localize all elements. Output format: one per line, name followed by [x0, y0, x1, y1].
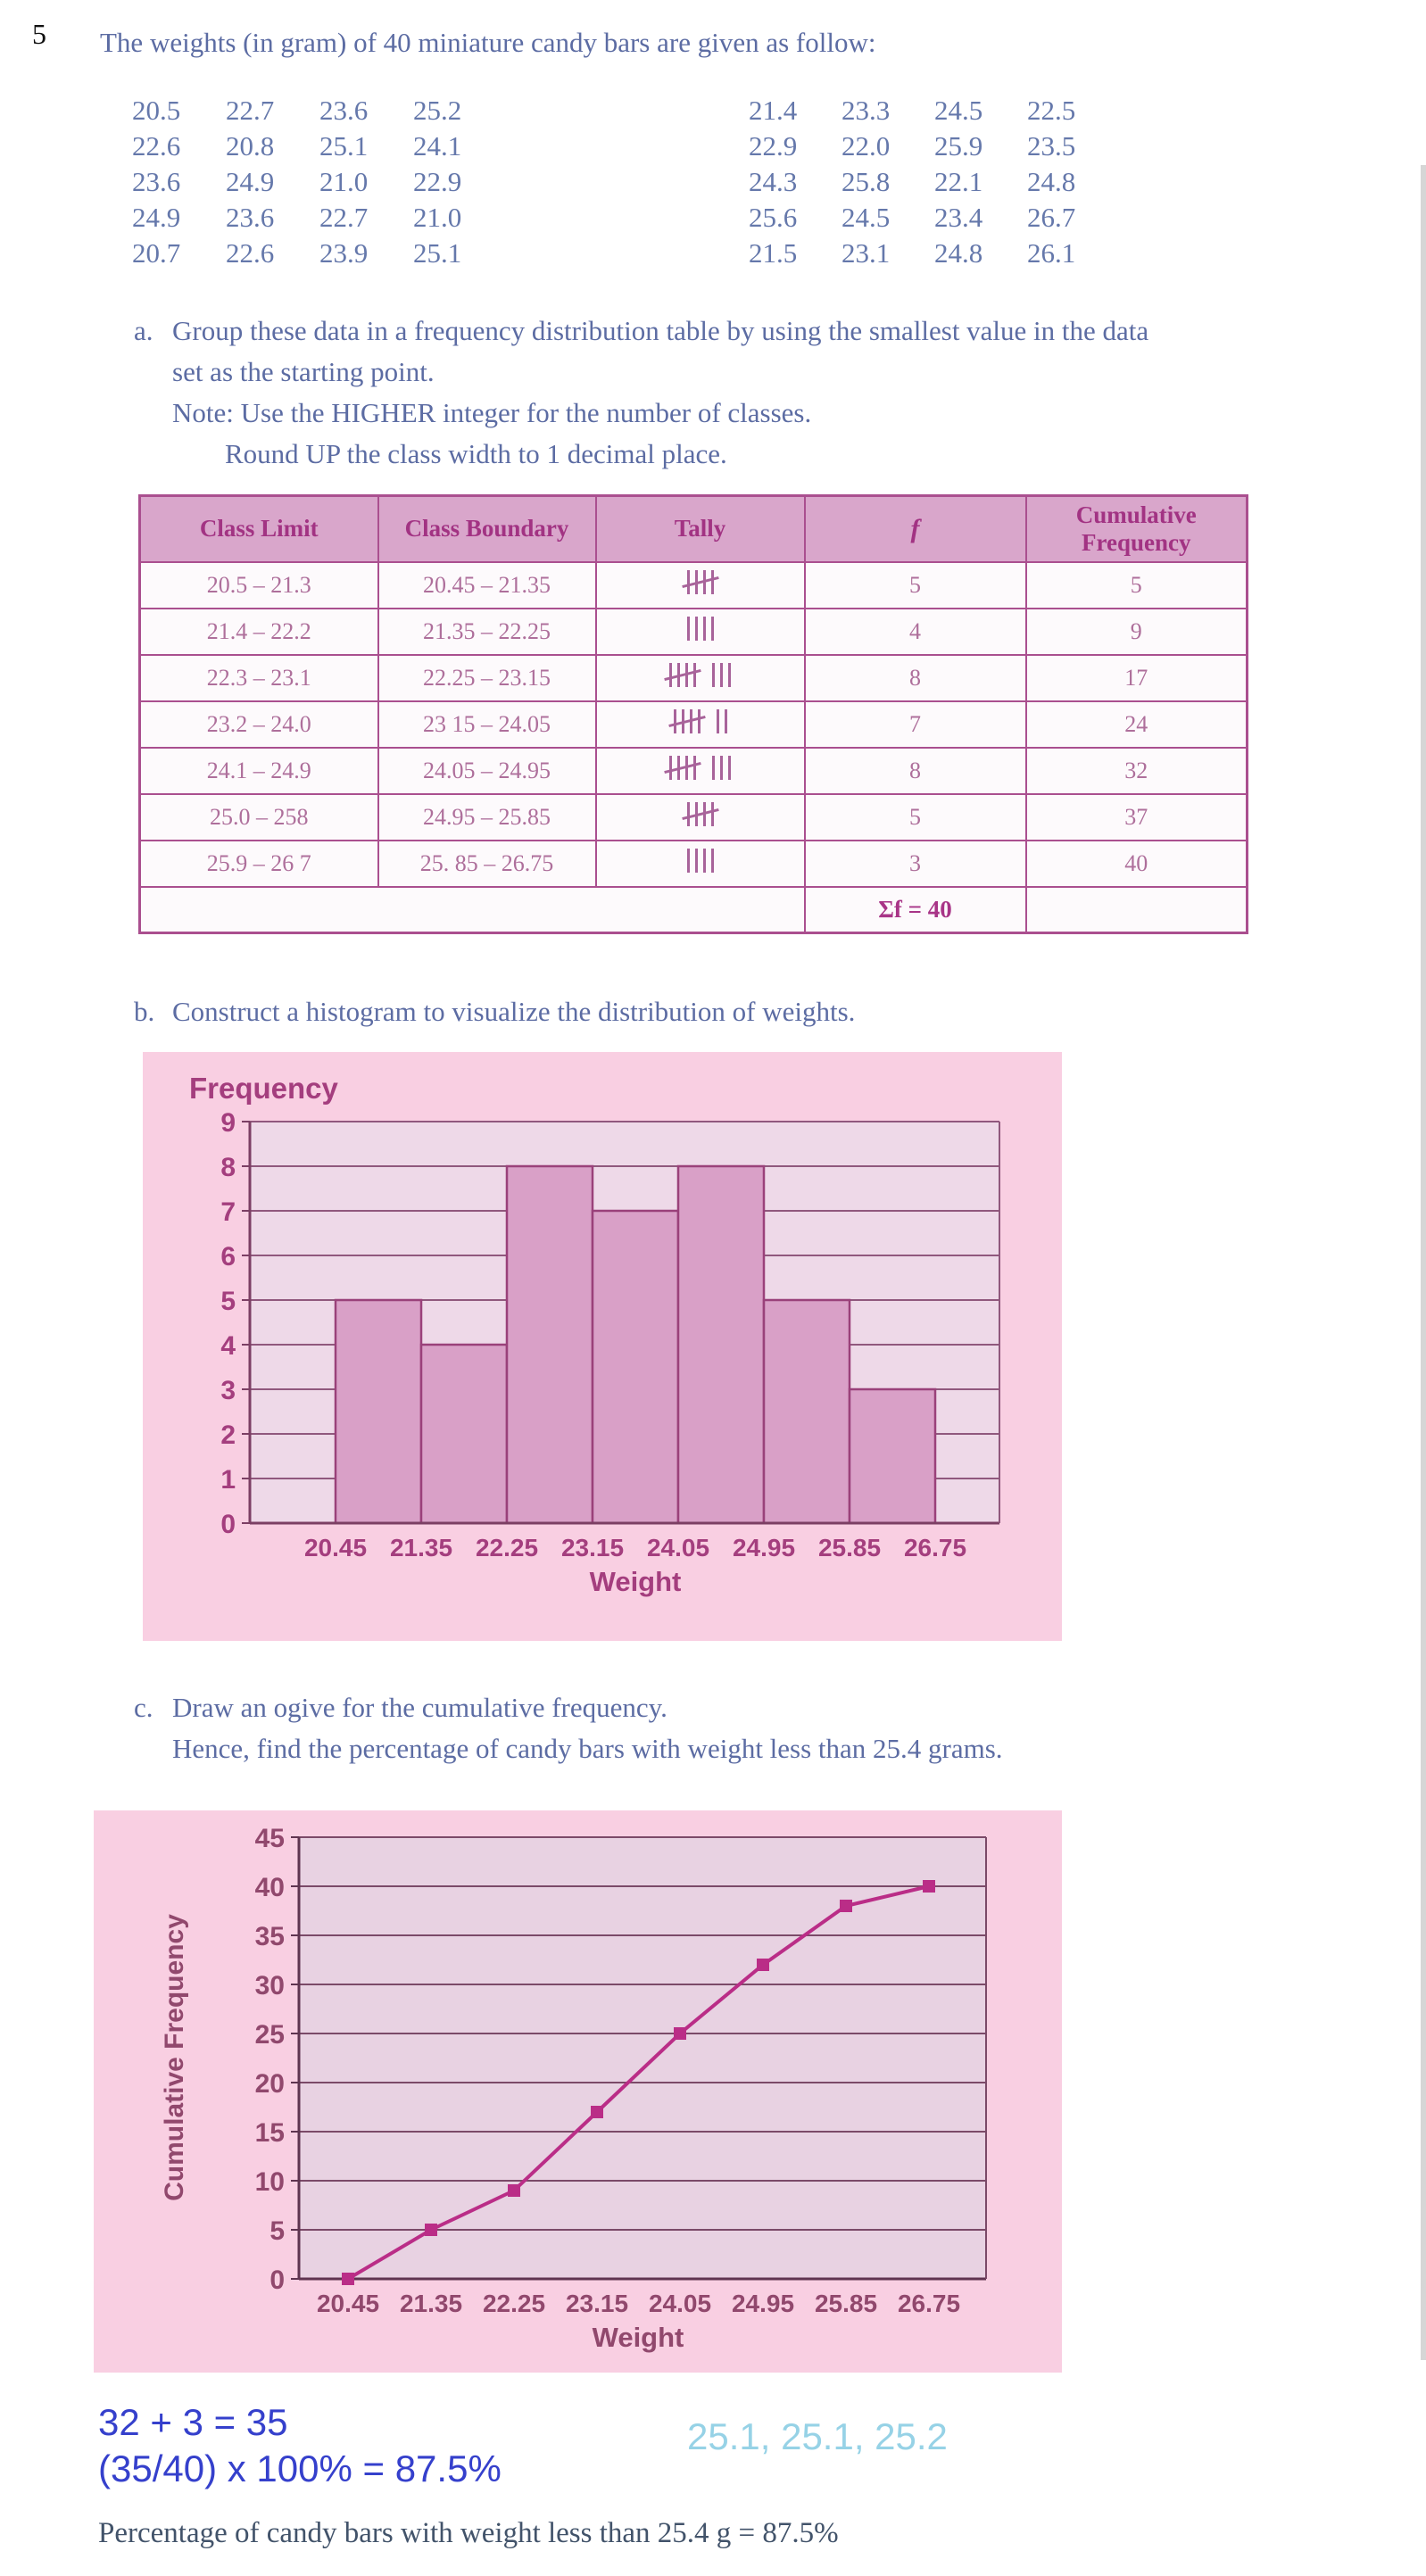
weight-value: 26.1: [1027, 237, 1076, 269]
tally-cell: [596, 794, 805, 841]
table-row: [140, 794, 1248, 841]
weight-value: 22.6: [132, 130, 181, 162]
svg-text:0: 0: [220, 1510, 236, 1539]
weight-value: 25.1: [413, 237, 462, 269]
tally-marks: [679, 849, 722, 873]
class-boundary-cell: 25. 85 – 26.75: [378, 841, 596, 887]
f-cell: 8: [805, 655, 1026, 701]
f-cell: 5: [805, 794, 1026, 841]
svg-text:20.45: 20.45: [316, 2290, 380, 2317]
class-boundary-cell: 22.25 – 23.15: [378, 655, 596, 701]
part-c-label: c.: [134, 1692, 153, 1723]
weight-value: 20.5: [132, 95, 181, 126]
class-limit-cell: 25.9 – 26 7: [140, 841, 378, 887]
weight-value: 23.6: [132, 166, 181, 197]
svg-text:15: 15: [254, 2118, 285, 2148]
weight-value: 24.9: [226, 166, 275, 197]
f-cell: 4: [805, 609, 1026, 655]
svg-text:Cumulative Frequency: Cumulative Frequency: [160, 1914, 189, 2201]
weight-value: 20.7: [132, 237, 181, 269]
part-a-line-1: Group these data in a frequency distribution table by using the smallest value in the data: [172, 315, 1149, 346]
part-a-line-4: Round UP the class width to 1 decimal place.: [225, 438, 727, 469]
col-header-class-limit: Class Limit: [140, 496, 378, 562]
class-limit-cell: 20.5 – 21.3: [140, 562, 378, 609]
part-c: [134, 1687, 1426, 1769]
weight-value: 21.0: [319, 166, 369, 197]
part-b-line-1: Construct a histogram to visualize the distribution of weights.: [172, 996, 856, 1027]
table-footer-row: [140, 887, 1248, 933]
weight-value: 25.6: [749, 202, 798, 233]
answer-work-line-1: 32 + 3 = 35: [98, 2401, 288, 2443]
weight-value: 23.5: [1027, 130, 1076, 162]
tally-cell: [596, 701, 805, 748]
part-a-label: a.: [134, 315, 153, 346]
tally-marks: [661, 756, 739, 780]
weight-value: 21.4: [749, 95, 798, 126]
svg-text:26.75: 26.75: [897, 2290, 961, 2317]
weight-value: 22.9: [413, 166, 462, 197]
table-row: [140, 701, 1248, 748]
weight-value: 25.9: [934, 130, 983, 162]
col-header-cumulative-frequency: Cumulative Frequency: [1026, 496, 1248, 562]
class-boundary-cell: 21.35 – 22.25: [378, 609, 596, 655]
svg-text:0: 0: [269, 2265, 285, 2295]
weight-value: 23.9: [319, 237, 369, 269]
svg-text:5: 5: [269, 2216, 285, 2246]
svg-text:21.35: 21.35: [389, 1534, 453, 1561]
svg-text:24.05: 24.05: [646, 1534, 710, 1561]
weight-value: 24.5: [842, 202, 891, 233]
svg-text:2: 2: [220, 1421, 236, 1450]
part-a-line-2: set as the starting point.: [172, 356, 435, 387]
histogram-panel: [143, 1052, 1062, 1641]
svg-text:20: 20: [254, 2069, 285, 2099]
weight-value: 21.5: [749, 237, 798, 269]
svg-text:24.95: 24.95: [732, 1534, 796, 1561]
svg-text:Frequency: Frequency: [189, 1072, 338, 1105]
svg-text:22.25: 22.25: [475, 1534, 539, 1561]
part-b-label: b.: [134, 996, 155, 1027]
part-a: [134, 311, 1426, 475]
f-cell: 3: [805, 841, 1026, 887]
weight-value: 22.7: [319, 202, 369, 233]
svg-text:25: 25: [254, 2020, 285, 2050]
cf-cell: 37: [1026, 794, 1248, 841]
svg-text:3: 3: [220, 1376, 236, 1405]
class-limit-cell: 21.4 – 22.2: [140, 609, 378, 655]
weight-value: 25.1: [319, 130, 369, 162]
weight-value: 22.0: [842, 130, 891, 162]
class-boundary-cell: 24.95 – 25.85: [378, 794, 596, 841]
tally-cell: [596, 841, 805, 887]
col-header-f: f: [805, 496, 1026, 562]
weight-value: 24.8: [934, 237, 983, 269]
tally-marks: [679, 570, 722, 594]
ogive-svg: [94, 1810, 1062, 2373]
weight-value: 24.3: [749, 166, 798, 197]
class-boundary-cell: 23 15 – 24.05: [378, 701, 596, 748]
page-number: 5: [32, 18, 46, 50]
answer-work-line-2: (35/40) x 100% = 87.5%: [98, 2448, 502, 2489]
weight-value: 22.6: [226, 237, 275, 269]
table-row: [140, 655, 1248, 701]
svg-text:Weight: Weight: [589, 1566, 682, 1597]
table-body: [140, 562, 1248, 933]
weight-value: 23.6: [319, 95, 369, 126]
svg-text:35: 35: [254, 1922, 285, 1951]
svg-text:8: 8: [220, 1153, 236, 1182]
tally-marks: [661, 663, 739, 687]
part-c-line-2: Hence, find the percentage of candy bars with weight less than 25.4 grams.: [172, 1733, 1003, 1764]
table-row: [140, 841, 1248, 887]
cf-cell: 24: [1026, 701, 1248, 748]
table-row: [140, 748, 1248, 794]
weight-value: 25.8: [842, 166, 891, 197]
weight-value: 24.1: [413, 130, 462, 162]
tally-marks: [679, 617, 722, 641]
part-c-line-1: Draw an ogive for the cumulative frequency.: [172, 1692, 667, 1723]
problem-header: [0, 0, 1426, 62]
svg-text:1: 1: [220, 1465, 236, 1495]
weight-value: 24.5: [934, 95, 983, 126]
scan-artifact-edge: [1421, 165, 1426, 2360]
weight-value: 23.3: [842, 95, 891, 126]
part-b: [134, 991, 1426, 1032]
tally-cell: [596, 655, 805, 701]
class-boundary-cell: 20.45 – 21.35: [378, 562, 596, 609]
class-limit-cell: 22.3 – 23.1: [140, 655, 378, 701]
f-cell: 8: [805, 748, 1026, 794]
svg-text:22.25: 22.25: [482, 2290, 546, 2317]
weight-value: 23.4: [934, 202, 983, 233]
handwritten-answers: [98, 2399, 1426, 2492]
sum-f-cell: Σf = 40: [805, 887, 1026, 933]
svg-text:26.75: 26.75: [903, 1534, 967, 1561]
svg-text:7: 7: [220, 1197, 236, 1227]
problem-statement: The weights (in gram) of 40 miniature candy bars are given as follow:: [100, 27, 876, 58]
final-answer-line: Percentage of candy bars with weight less than 25.4 g = 87.5%: [98, 2517, 839, 2549]
tally-marks: [679, 802, 722, 826]
svg-text:23.15: 23.15: [565, 2290, 629, 2317]
svg-text:25.85: 25.85: [814, 2290, 878, 2317]
class-limit-cell: 25.0 – 258: [140, 794, 378, 841]
weights-data-grid: [132, 93, 1426, 271]
table-row: [140, 609, 1248, 655]
cf-cell: 5: [1026, 562, 1248, 609]
svg-text:4: 4: [220, 1331, 236, 1361]
histogram-svg: [143, 1052, 1062, 1641]
footer-empty-cell: [1026, 887, 1248, 933]
tally-cell: [596, 609, 805, 655]
f-cell: 7: [805, 701, 1026, 748]
weight-value: 25.2: [413, 95, 462, 126]
col-header-tally: Tally: [596, 496, 805, 562]
weight-value: 23.1: [842, 237, 891, 269]
svg-text:24.95: 24.95: [731, 2290, 795, 2317]
cf-cell: 32: [1026, 748, 1248, 794]
weight-value: 21.0: [413, 202, 462, 233]
weight-value: 24.8: [1027, 166, 1076, 197]
svg-text:24.05: 24.05: [648, 2290, 712, 2317]
weight-value: 23.6: [226, 202, 275, 233]
tally-marks: [666, 709, 735, 733]
svg-text:30: 30: [254, 1971, 285, 2000]
class-limit-cell: 24.1 – 24.9: [140, 748, 378, 794]
weight-value: 22.5: [1027, 95, 1076, 126]
tally-cell: [596, 562, 805, 609]
f-cell: 5: [805, 562, 1026, 609]
svg-text:20.45: 20.45: [303, 1534, 368, 1561]
svg-text:40: 40: [254, 1873, 285, 1902]
ogive-panel: [94, 1810, 1062, 2373]
answer-cyan-note: 25.1, 25.1, 25.2: [687, 2415, 948, 2457]
cf-cell: 40: [1026, 841, 1248, 887]
table-row: [140, 562, 1248, 609]
cf-cell: 9: [1026, 609, 1248, 655]
svg-text:23.15: 23.15: [560, 1534, 625, 1561]
class-limit-cell: 23.2 – 24.0: [140, 701, 378, 748]
svg-text:6: 6: [220, 1242, 236, 1271]
svg-text:45: 45: [254, 1824, 285, 1853]
svg-text:25.85: 25.85: [817, 1534, 882, 1561]
weight-value: 20.8: [226, 130, 275, 162]
svg-text:Weight: Weight: [592, 2322, 684, 2353]
part-a-line-3: Note: Use the HIGHER integer for the number of classes.: [172, 397, 812, 428]
weight-value: 22.7: [226, 95, 275, 126]
svg-text:5: 5: [220, 1287, 236, 1316]
svg-text:10: 10: [254, 2167, 285, 2197]
tally-cell: [596, 748, 805, 794]
weight-value: 22.1: [934, 166, 983, 197]
svg-text:9: 9: [220, 1108, 236, 1138]
weight-value: 26.7: [1027, 202, 1076, 233]
svg-text:21.35: 21.35: [399, 2290, 463, 2317]
col-header-class-boundary: Class Boundary: [378, 496, 596, 562]
cf-cell: 17: [1026, 655, 1248, 701]
frequency-distribution-table: [138, 494, 1248, 934]
table-header-row: [140, 496, 1248, 562]
weight-value: 22.9: [749, 130, 798, 162]
class-boundary-cell: 24.05 – 24.95: [378, 748, 596, 794]
footer-empty-cell: [140, 887, 805, 933]
weight-value: 24.9: [132, 202, 181, 233]
